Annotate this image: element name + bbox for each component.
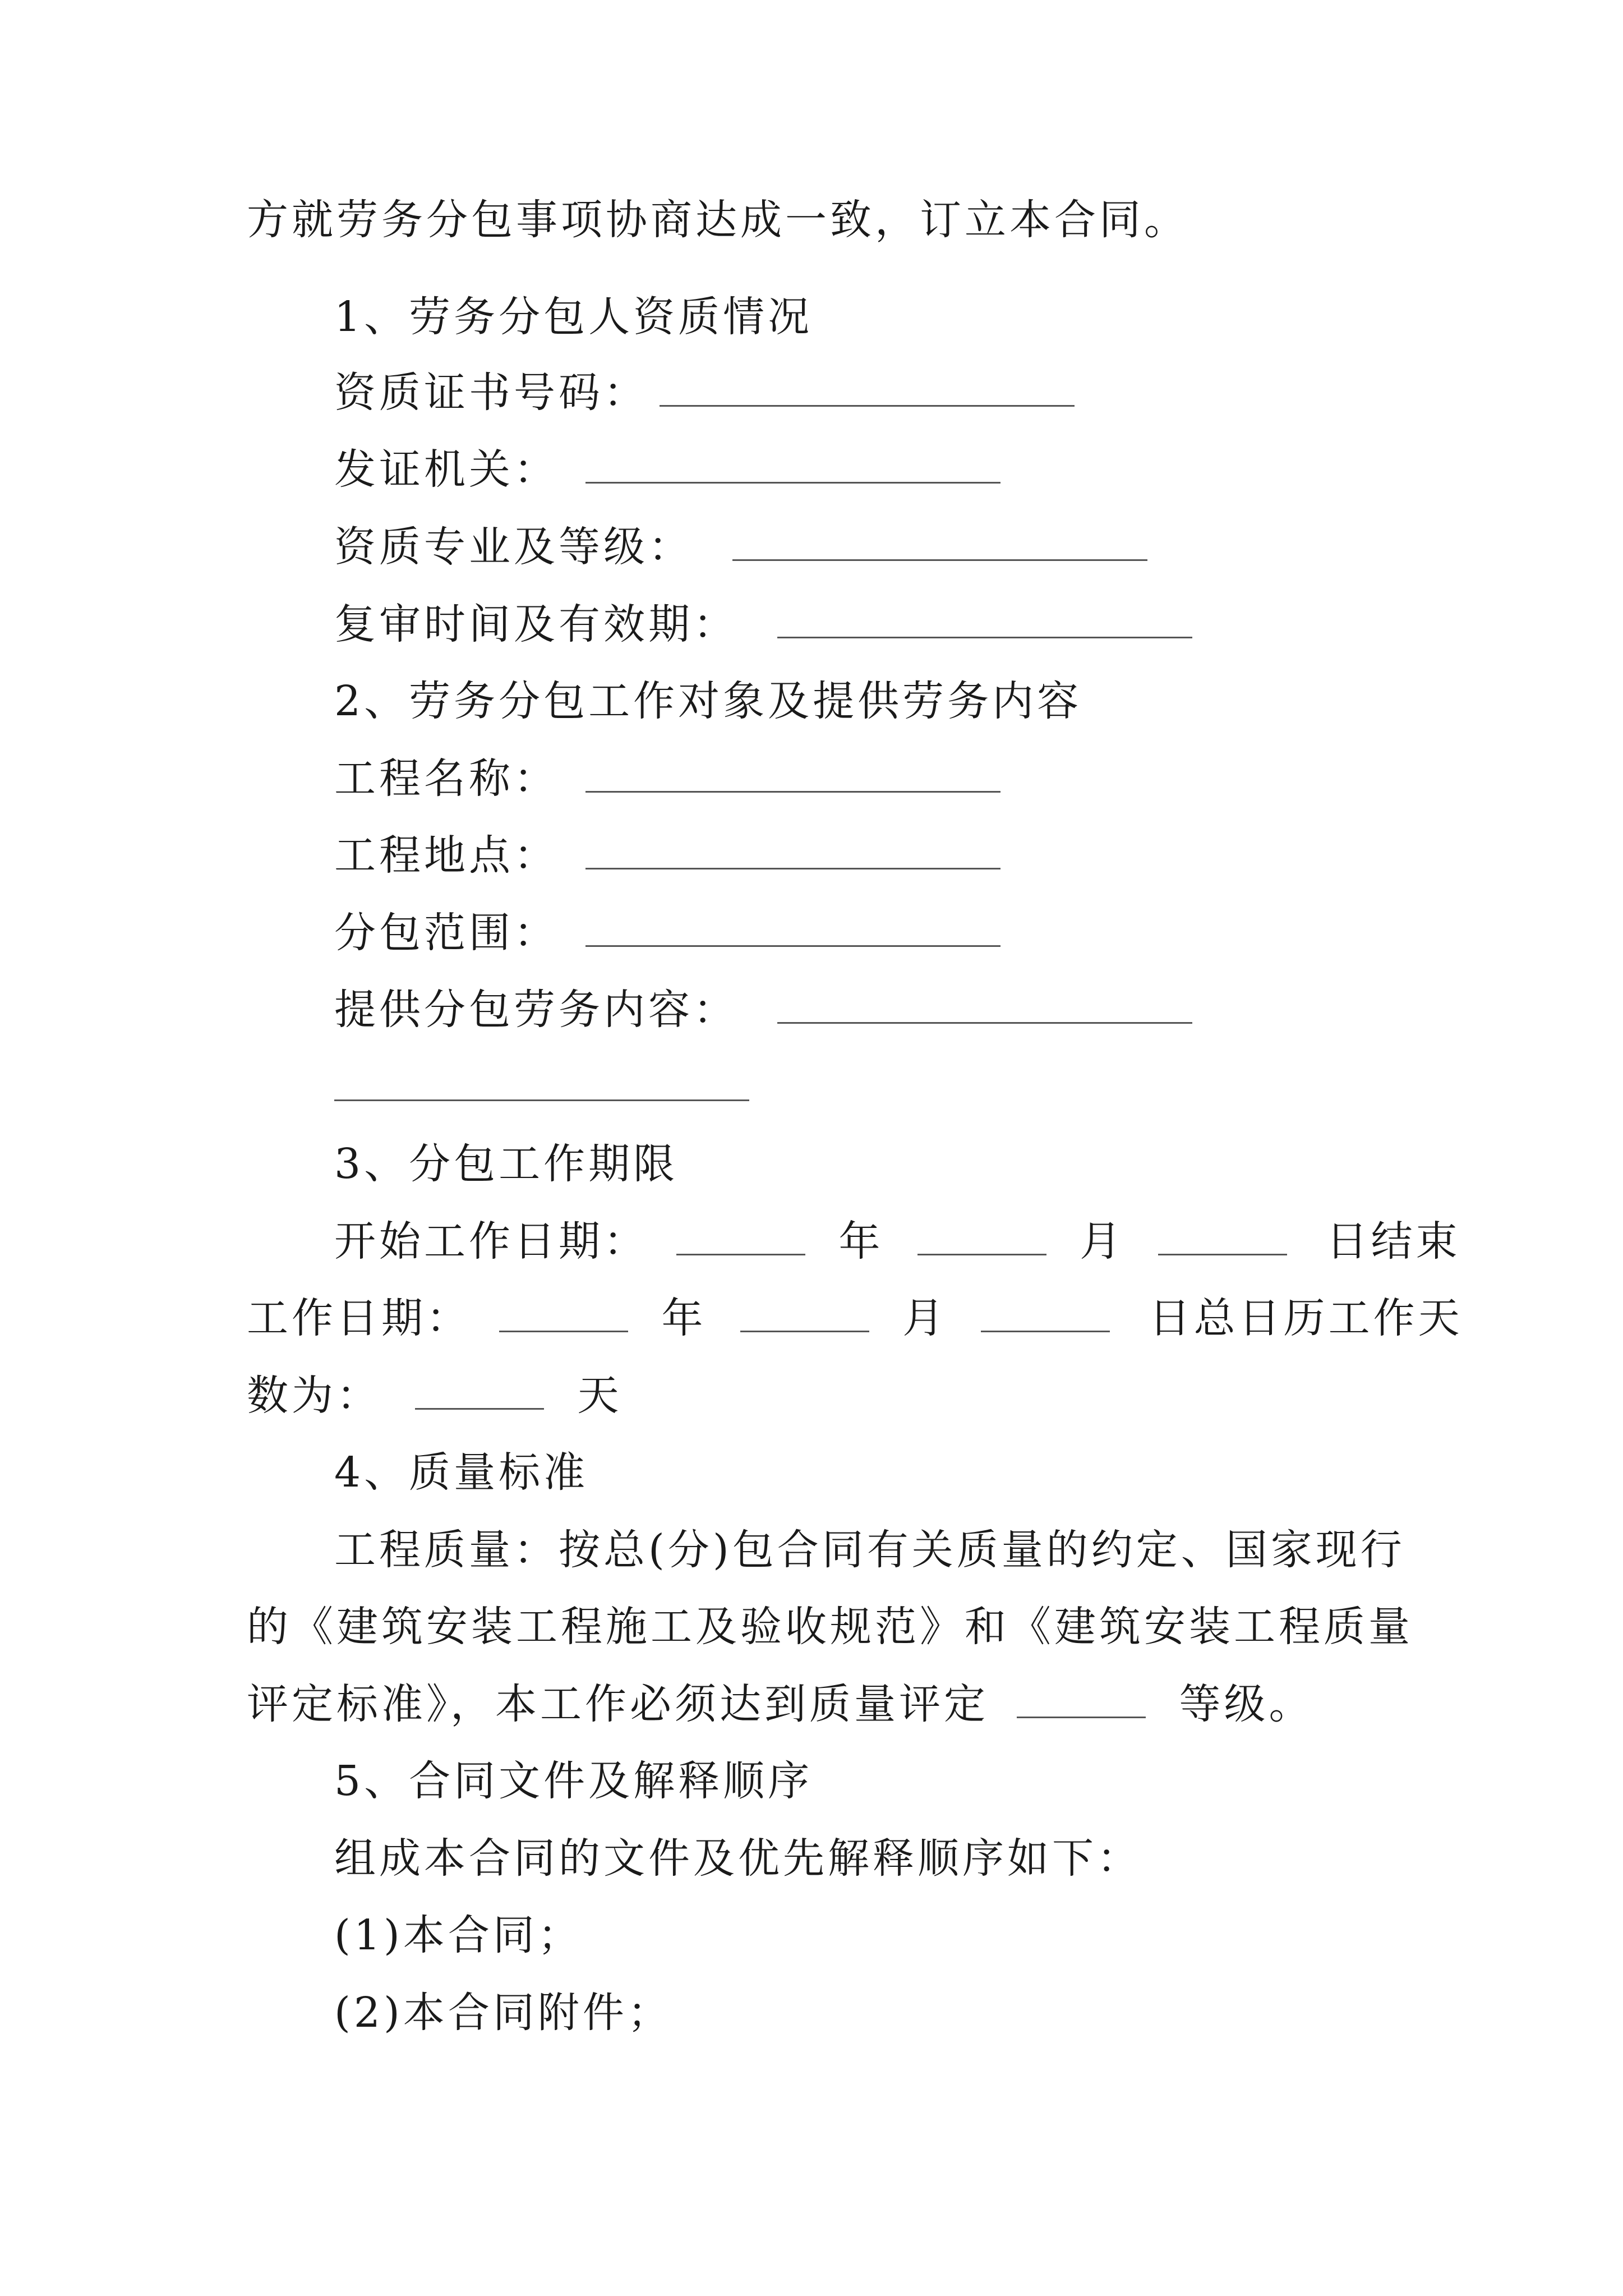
quality-grade-blank bbox=[1017, 1682, 1146, 1718]
scope-blank bbox=[585, 910, 1000, 947]
quality-line-3-text: 评定标准》，本工作必须达到质量评定 bbox=[247, 1680, 989, 1728]
total-days-blank bbox=[415, 1373, 544, 1410]
quality-line-3 bbox=[247, 1676, 1314, 1732]
section-5-intro: 组成本合同的文件及优先解释顺序如下： bbox=[334, 1834, 1142, 1883]
review-label: 复审时间及有效期： bbox=[334, 600, 738, 648]
total-days-text: 日总日历工作天 bbox=[1149, 1294, 1463, 1342]
start-day-end-text: 日结束 bbox=[1326, 1217, 1461, 1266]
end-year-blank bbox=[499, 1296, 628, 1332]
cert-number-row bbox=[334, 365, 1075, 421]
start-year-blank bbox=[676, 1219, 805, 1255]
content-blank bbox=[777, 987, 1192, 1024]
section-3-heading: 3、分包工作期限 bbox=[334, 1140, 679, 1188]
content-label: 提供分包劳务内容： bbox=[334, 986, 738, 1034]
project-site-blank bbox=[585, 833, 1000, 869]
scope-label: 分包范围： bbox=[334, 909, 559, 957]
start-month-blank bbox=[917, 1219, 1046, 1255]
content-continuation-row bbox=[334, 1059, 749, 1115]
quality-line-2: 的《建筑安装工程施工及验收规范》和《建筑安装工程质量 bbox=[247, 1603, 1413, 1651]
start-date-label: 开始工作日期： bbox=[334, 1217, 648, 1266]
project-site-row bbox=[334, 827, 1000, 884]
quality-grade-suffix: 等级。 bbox=[1179, 1680, 1314, 1728]
intro-tail: 方就劳务分包事项协商达成一致，订立本合同。 bbox=[247, 196, 1189, 244]
issuer-row bbox=[334, 441, 1000, 498]
content-continuation-blank bbox=[334, 1065, 749, 1101]
cert-number-label: 资质证书号码： bbox=[334, 369, 648, 417]
total-days-label: 数为： bbox=[247, 1372, 381, 1420]
issuer-label: 发证机关： bbox=[334, 445, 559, 494]
project-name-row bbox=[334, 751, 1000, 807]
list-item-2: (2)本合同附件； bbox=[334, 1989, 672, 2037]
end-day-blank bbox=[981, 1296, 1110, 1332]
project-name-blank bbox=[585, 756, 1000, 793]
section-1-heading: 1、劳务分包人资质情况 bbox=[334, 293, 813, 341]
specialty-blank bbox=[732, 524, 1147, 561]
cert-number-blank bbox=[660, 370, 1075, 407]
end-year-unit: 年 bbox=[661, 1294, 707, 1342]
review-row bbox=[334, 596, 1192, 652]
content-row bbox=[334, 982, 1192, 1038]
issuer-blank bbox=[585, 447, 1000, 484]
end-date-label: 工作日期： bbox=[247, 1294, 471, 1342]
section-5-heading: 5、合同文件及解释顺序 bbox=[334, 1757, 813, 1805]
end-month-blank bbox=[740, 1296, 869, 1332]
section-4-heading: 4、质量标准 bbox=[334, 1448, 589, 1497]
start-year-unit: 年 bbox=[838, 1217, 884, 1266]
end-month-unit: 月 bbox=[902, 1294, 948, 1342]
section-2-heading: 2、劳务分包工作对象及提供劳务内容 bbox=[334, 677, 1082, 725]
project-site-label: 工程地点： bbox=[334, 831, 559, 880]
project-name-label: 工程名称： bbox=[334, 754, 559, 803]
start-day-blank bbox=[1158, 1219, 1287, 1255]
specialty-label: 资质专业及等级： bbox=[334, 523, 693, 571]
quality-line-1: 工程质量：按总(分)包合同有关质量的约定、国家现行 bbox=[334, 1526, 1405, 1574]
total-days-row bbox=[247, 1368, 623, 1424]
end-date-row bbox=[247, 1290, 1463, 1346]
list-item-1: (1)本合同； bbox=[334, 1911, 583, 1959]
review-blank bbox=[777, 602, 1192, 638]
start-date-row bbox=[334, 1213, 1461, 1269]
start-month-unit: 月 bbox=[1080, 1217, 1125, 1266]
scope-row bbox=[334, 905, 1000, 961]
total-days-unit: 天 bbox=[577, 1372, 623, 1420]
specialty-row bbox=[334, 519, 1147, 575]
